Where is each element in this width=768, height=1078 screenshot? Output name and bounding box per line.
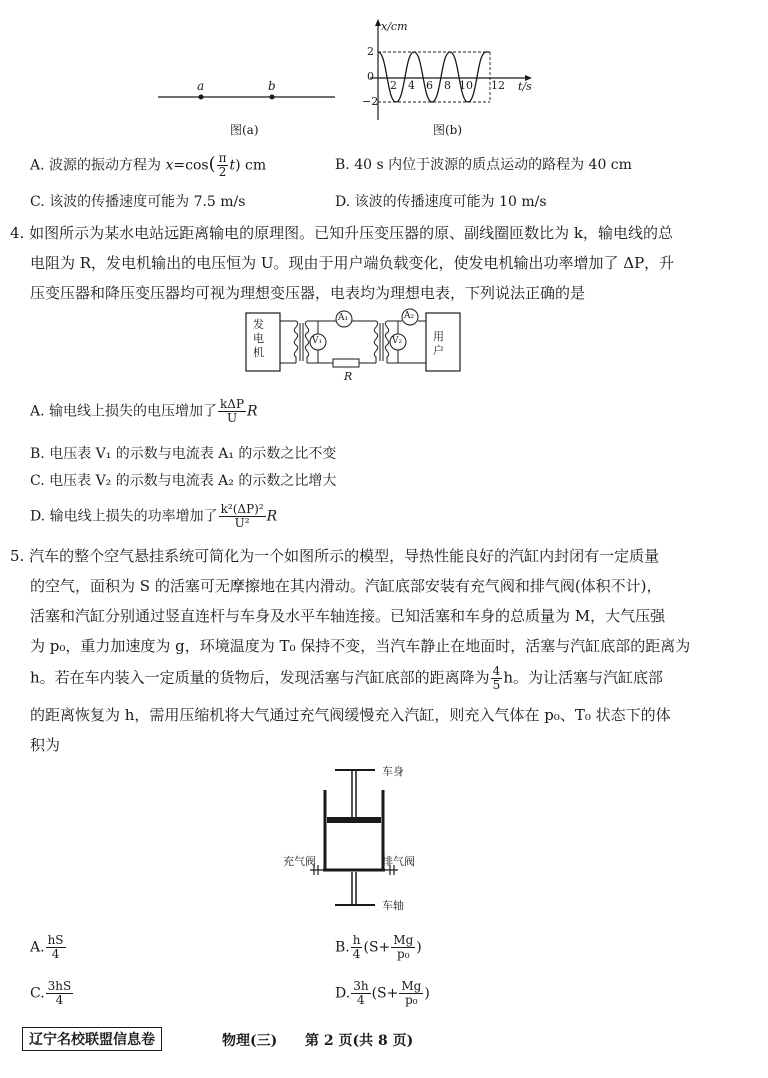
q3-option-b[interactable]: B. 40 s 内位于波源的质点运动的路程为 40 cm xyxy=(335,157,632,173)
q5-line-5-frac-den: 5 xyxy=(492,678,501,692)
q5-a-letter: A. xyxy=(30,939,45,956)
x-tick-4: 4 xyxy=(408,79,415,92)
q5-d-fraction xyxy=(351,980,370,1007)
oscillation-curve xyxy=(378,52,490,102)
q3-a-eq: =cos xyxy=(173,157,209,174)
q5-line-4: 为 p₀，重力加速度为 g，环境温度为 T₀ 保持不变，当汽车静止在地面时，活塞与汽缸底部的距离为 xyxy=(30,637,691,655)
figure-a-caption: 图(a) xyxy=(230,123,259,137)
x-tick-6: 6 xyxy=(426,79,433,92)
q4-option-b[interactable]: B. 电压表 V₁ 的示数与电流表 A₁ 的示数之比不变 xyxy=(30,446,337,462)
piston xyxy=(327,817,381,823)
q5-option-d[interactable] xyxy=(335,980,430,1007)
resistor-r xyxy=(333,359,359,367)
q5-d-open: (S+ xyxy=(371,985,399,1002)
label-body: 车身 xyxy=(382,765,404,778)
q3-a-frac-num: π xyxy=(218,151,227,165)
q5-line-5-frac-num: 4 xyxy=(492,664,501,678)
q5-c-num: 3hS xyxy=(47,979,72,993)
r-label: R xyxy=(344,370,353,383)
q5-b-open: (S+ xyxy=(363,939,391,956)
q5-a-den: 4 xyxy=(51,947,60,961)
v1-label: V₁ xyxy=(312,336,323,346)
q5-line-1: 5. 汽车的整个空气悬挂系统可简化为一个如图所示的模型，导热性能良好的汽缸内封闭有一定质量 xyxy=(10,547,660,565)
q3-a-var: x xyxy=(165,157,174,174)
q4-a-fraction xyxy=(218,398,246,425)
q5-line-2: 的空气，面积为 S 的活塞可无摩擦地在其内滑动。汽缸底部安装有充气阀和排气阀(体积不计)， xyxy=(30,577,662,595)
q4-option-c[interactable]: C. 电压表 V₂ 的示数与电流表 A₂ 的示数之比增大 xyxy=(30,473,337,489)
footer-subject: 物理(三) xyxy=(222,1033,278,1049)
q5-c-letter: C. xyxy=(30,985,45,1002)
q5-option-a[interactable] xyxy=(30,934,67,961)
y-tick-0: 0 xyxy=(367,70,374,83)
step-up-secondary-coil xyxy=(305,321,308,363)
x-tick-2: 2 xyxy=(390,79,397,92)
q5-d-inner-fraction xyxy=(399,980,423,1007)
q4-d-frac-num: k²(ΔP)² xyxy=(220,502,264,516)
q3-a-unit: ) cm xyxy=(235,157,267,174)
q5-b-inner-num: Mg xyxy=(393,933,414,947)
q5-b-letter: B. xyxy=(335,939,350,956)
x-tick-8: 8 xyxy=(444,79,451,92)
q3-a-fraction xyxy=(217,152,229,179)
q5-c-fraction xyxy=(46,980,74,1007)
q5-b-close: ) xyxy=(416,939,422,956)
q5-line-3: 活塞和汽缸分别通过竖直连杆与车身及水平车轴连接。已知活塞和车身的总质量为 M，大气压强 xyxy=(30,607,666,625)
q4-option-a[interactable] xyxy=(30,398,258,425)
q3-a-prefix: A. 波源的振动方程为 xyxy=(30,157,166,174)
q5-d-den: 4 xyxy=(357,993,365,1007)
x-axis-label: t/s xyxy=(518,80,532,93)
x-tick-12: 12 xyxy=(491,79,505,92)
q4-a-frac-den: U xyxy=(226,411,238,425)
y-tick-2: 2 xyxy=(367,45,374,58)
q5-b-num: h xyxy=(352,933,361,947)
q5-b-den: 4 xyxy=(352,947,361,961)
suspension-drawing xyxy=(290,765,430,915)
step-down-secondary-coil xyxy=(385,321,388,363)
q5-d-inner-den: p₀ xyxy=(405,993,418,1007)
q5-a-num: hS xyxy=(47,933,64,947)
q5-line-5-fraction xyxy=(491,665,503,692)
footer-page: 第 2 页(共 8 页) xyxy=(305,1033,414,1049)
q5-line-5-prefix: h。若在车内装入一定质量的货物后，发现活塞与汽缸底部的距离降为 xyxy=(30,668,490,687)
q5-d-num: 3h xyxy=(353,979,369,993)
q3-a-suffix: t xyxy=(229,157,236,174)
q5-c-den: 4 xyxy=(55,993,64,1007)
q3-option-a[interactable] xyxy=(30,152,266,179)
y-tick-neg2: −2 xyxy=(362,95,379,108)
q5-line-5-suffix: h。为让活塞与汽缸底部 xyxy=(503,668,663,687)
a1-label: A₁ xyxy=(338,313,349,323)
q4-option-d[interactable] xyxy=(30,503,277,530)
q3-a-paren: ( xyxy=(208,153,216,175)
v2-label: V₂ xyxy=(392,336,403,346)
q5-b-inner-fraction xyxy=(391,934,415,961)
q5-a-fraction xyxy=(46,934,66,961)
footer-org: 辽宁名校联盟信息卷 xyxy=(22,1027,162,1051)
q4-line-3: 压变压器和降压变压器均可视为理想变压器，电表均为理想电表，下列说法正确的是 xyxy=(30,284,586,302)
label-outlet: 排气阀 xyxy=(382,855,415,868)
q3-option-d[interactable]: D. 该波的传播速度可能为 10 m/s xyxy=(335,194,547,210)
y-axis-label: x/cm xyxy=(381,20,408,33)
q3-a-frac-den: 2 xyxy=(218,165,227,179)
q5-d-inner-num: Mg xyxy=(401,979,422,993)
q5-b-fraction xyxy=(351,934,363,961)
q4-d-suffix: R xyxy=(266,508,278,525)
q4-a-prefix: A. 输电线上损失的电压增加了 xyxy=(30,403,218,420)
q4-d-prefix: D. 输电线上损失的功率增加了 xyxy=(30,508,218,525)
q5-line-5 xyxy=(30,665,663,692)
generator-label: 发电机 xyxy=(253,318,264,359)
q4-a-frac-num: kΔP xyxy=(220,397,245,411)
q4-line-1: 4. 如图所示为某水电站远距离输电的原理图。已知升压变压器的原、副线圈匝数比为 k，输电线的总 xyxy=(10,224,673,242)
q5-line-6: 的距离恢复为 h，需用压缩机将大气通过充气阀缓慢充入汽缸，则充入气体在 p₀、T₀ 状态下的体 xyxy=(30,706,671,724)
label-axle: 车轴 xyxy=(382,899,404,912)
q4-line-2: 电阻为 R，发电机输出的电压恒为 U。现由于用户端负载变化，使发电机输出功率增加了 ΔP，升 xyxy=(30,254,675,272)
q4-a-suffix: R xyxy=(247,403,258,420)
label-inlet: 充气阀 xyxy=(283,855,316,868)
q4-d-fraction xyxy=(219,503,266,530)
q5-option-c[interactable] xyxy=(30,980,74,1007)
q5-option-b[interactable] xyxy=(335,934,422,961)
user-label: 用户 xyxy=(433,330,444,357)
x-tick-10: 10 xyxy=(459,79,473,92)
step-up-primary-coil xyxy=(294,321,297,363)
q3-option-c[interactable]: C. 该波的传播速度可能为 7.5 m/s xyxy=(30,194,246,210)
figure-b-caption: 图(b) xyxy=(433,123,463,137)
q5-d-close: ) xyxy=(424,985,430,1002)
q5-d-letter: D. xyxy=(335,985,351,1002)
point-a-label: a xyxy=(197,79,205,93)
a2-label: A₂ xyxy=(404,311,415,321)
q4-d-frac-den: U² xyxy=(234,516,250,530)
q5-line-7: 积为 xyxy=(30,736,61,754)
step-down-primary-coil xyxy=(374,321,377,363)
q5-b-inner-den: p₀ xyxy=(397,947,410,961)
point-b-label: b xyxy=(268,79,276,93)
